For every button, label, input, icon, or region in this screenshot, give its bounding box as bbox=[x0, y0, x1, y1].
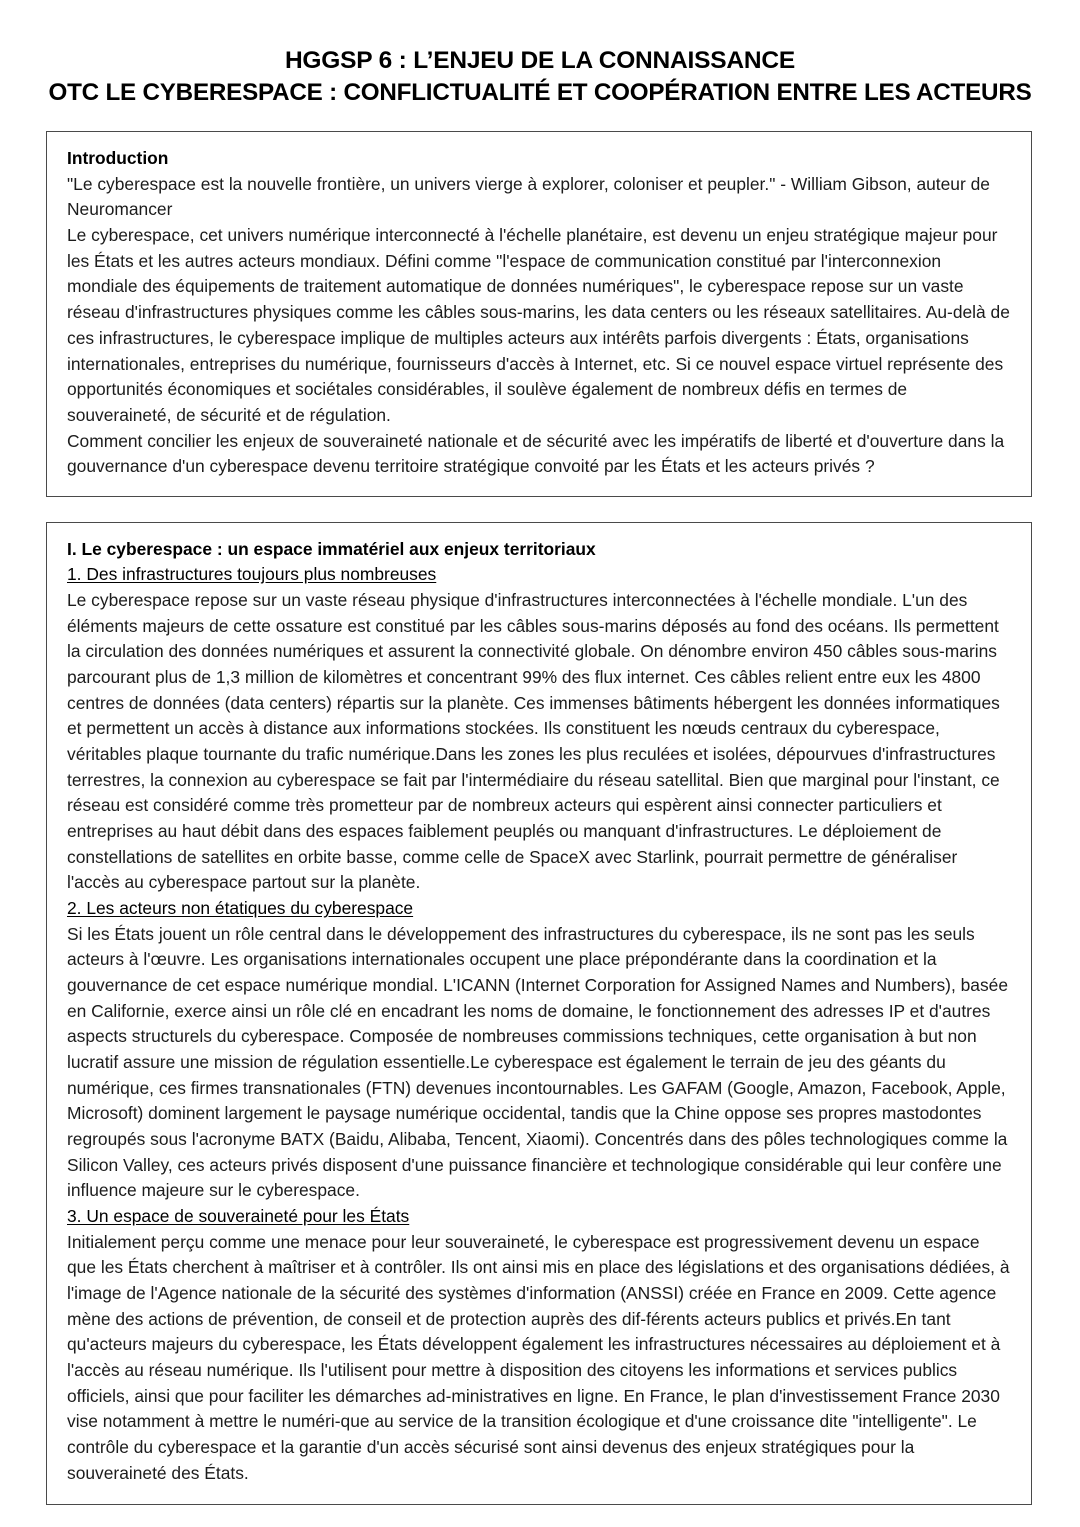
page-title bbox=[0, 0, 1080, 110]
title-line-primary: HGGSP 6 : L’ENJEU DE LA CONNAISSANCE bbox=[284, 47, 796, 74]
introduction-box bbox=[46, 131, 1032, 497]
introduction-problematique: Comment concilier les enjeux de souveraineté nationale et de sécurité avec les impératifs de liberté et d'ouverture dans la gouvernance d'un cyberespace devenu territoire stratégique convoité par les États et les acteurs privés ? bbox=[67, 430, 1005, 477]
subsection-heading-wrap-2 bbox=[67, 896, 1013, 922]
subsection-paragraph-3: Initialement perçu comme une menace pour leur souveraineté, le cyberespace est progressivement devenu un espace que les États cherchent à maîtriser et à contrôler. Ils ont ainsi mis en place des législations et des organisations dédiées, à l'image de l'Agence nationale de la sécurité des systèmes d'information (ANSSI) créée en France en 2009. Cette agence mène des actions de prévention, de conseil et de protection auprès des dif-férents acteurs publics et privés.En tant qu'acteurs majeurs du cyberespace, les États développent également les infrastructures nécessaires au déploiement et à l'accès au réseau numérique. Ils l'utilisent pour mettre à disposition des citoyens les informations et services publics officiels, ainsi que pour faciliter les démarches ad-ministratives en ligne. En France, le plan d'investissement France 2030 vise notamment à mettre le numéri-que au service de la transition écologique et d'une croissance dite "intelligente". Le contrôle du cyberespace et la garantie d'un accès sécurisé sont ainsi devenus des enjeux stratégiques pour la souveraineté des États. bbox=[67, 1231, 1010, 1483]
subsection-heading-3: 3. Un espace de souveraineté pour les États bbox=[67, 1206, 410, 1227]
part-one-heading: I. Le cyberespace : un espace immatériel aux enjeux territoriaux bbox=[67, 538, 596, 559]
subsection-heading-wrap-3 bbox=[67, 1204, 1013, 1230]
title-line-secondary: OTC LE CYBERESPACE : CONFLICTUALITÉ ET COOPÉRATION ENTRE LES ACTEURS bbox=[48, 79, 1032, 107]
subsection-heading-2: 2. Les acteurs non étatiques du cyberespace bbox=[67, 898, 414, 919]
subsection-heading-1: 1. Des infrastructures toujours plus nombreuses bbox=[67, 564, 437, 585]
subsection-heading-wrap-1 bbox=[67, 562, 1013, 588]
part-one-box bbox=[46, 522, 1032, 1505]
introduction-paragraph: Le cyberespace, cet univers numérique interconnecté à l'échelle planétaire, est devenu un enjeu stratégique majeur pour les États et les autres acteurs mondiaux. Défini comme "l'espace de communication constitué par l'interconnexion mondiale des équipements de traitement automatique de données numériques", le cyberespace repose sur un vaste réseau d'infrastructures physiques comme les câbles sous-marins, les data centers ou les réseaux satellitaires. Au-delà de ces infrastructures, le cyberespace implique de multiples acteurs aux intérêts parfois divergents : États, organisations internationales, entreprises du numérique, fournisseurs d'accès à Internet, etc. Si ce nouvel espace virtuel représente des opportunités économiques et sociétales considérables, il soulève également de nombreux défis en termes de souveraineté, de sécurité et de régulation. bbox=[67, 225, 1010, 425]
subsection-paragraph-1: Le cyberespace repose sur un vaste réseau physique d'infrastructures interconnectées à l'échelle mondiale. L'un des éléments majeurs de cette ossature est constitué par les câbles sous-marins déposés au fond des océans. Ils permettent la circulation des données numériques et assurent la connectivité globale. On dénombre environ 450 câbles sous-marins parcourant plus de 1,3 million de kilomètres et concentrant 99% des flux internet. Ces câbles relient entre eux les 4800 centres de données (data centers) répartis sur la planète. Ces immenses bâtiments hébergent les données informatiques et permettent un accès à distance aux informations stockées. Ils constituent les nœuds centraux du cyberespace, véritables plaque tournante du trafic numérique.Dans les zones les plus reculées et isolées, dépourvues d'infrastructures terrestres, la connexion au cyberespace se fait par l'intermédiaire du réseau satellital. Bien que marginal pour l'instant, ce réseau est considéré comme très prometteur par de nombreux acteurs qui espèrent ainsi connecter particuliers et entreprises au haut débit dans des espaces faiblement peuplés ou manquant d'infrastructures. Le déploiement de constellations de satellites en orbite basse, comme celle de SpaceX avec Starlink, pourrait permettre de généraliser l'accès au cyberespace partout sur la planète. bbox=[67, 590, 1000, 893]
subsection-paragraph-2: Si les États jouent un rôle central dans le développement des infrastructures du cyberespace, ils ne sont pas les seuls acteurs à l'œuvre. Les organisations internationales occupent une place prépondérante dans la coordination et la gouvernance de cet espace numérique mondial. L'ICANN (Internet Corporation for Assigned Names and Numbers), basée en Californie, exerce ainsi un rôle clé en encadrant les noms de domaine, le fonctionnement des adresses IP et d'autres aspects structurels du cyberespace. Composée de nombreuses commissions techniques, cette organisation à but non lucratif assure une mission de régulation essentielle.Le cyberespace est également le terrain de jeu des géants du numérique, ces firmes transnationales (FTN) devenues incontournables. Les GAFAM (Google, Amazon, Facebook, Apple, Microsoft) dominent largement le paysage numérique occidental, tandis que la Chine oppose ses propres mastodontes regroupés sous l'acronyme BATX (Baidu, Alibaba, Tencent, Xiaomi). Concentrés dans des pôles technologiques comme la Silicon Valley, ces acteurs privés disposent d'une puissance financière et technologique considérable qui leur confère une influence majeure sur le cyberespace. bbox=[67, 923, 1008, 1201]
introduction-heading: Introduction bbox=[67, 148, 169, 169]
introduction-quote: "Le cyberespace est la nouvelle frontière, un univers vierge à explorer, coloniser et peupler." - William Gibson, auteur de Neuromancer bbox=[67, 173, 990, 220]
